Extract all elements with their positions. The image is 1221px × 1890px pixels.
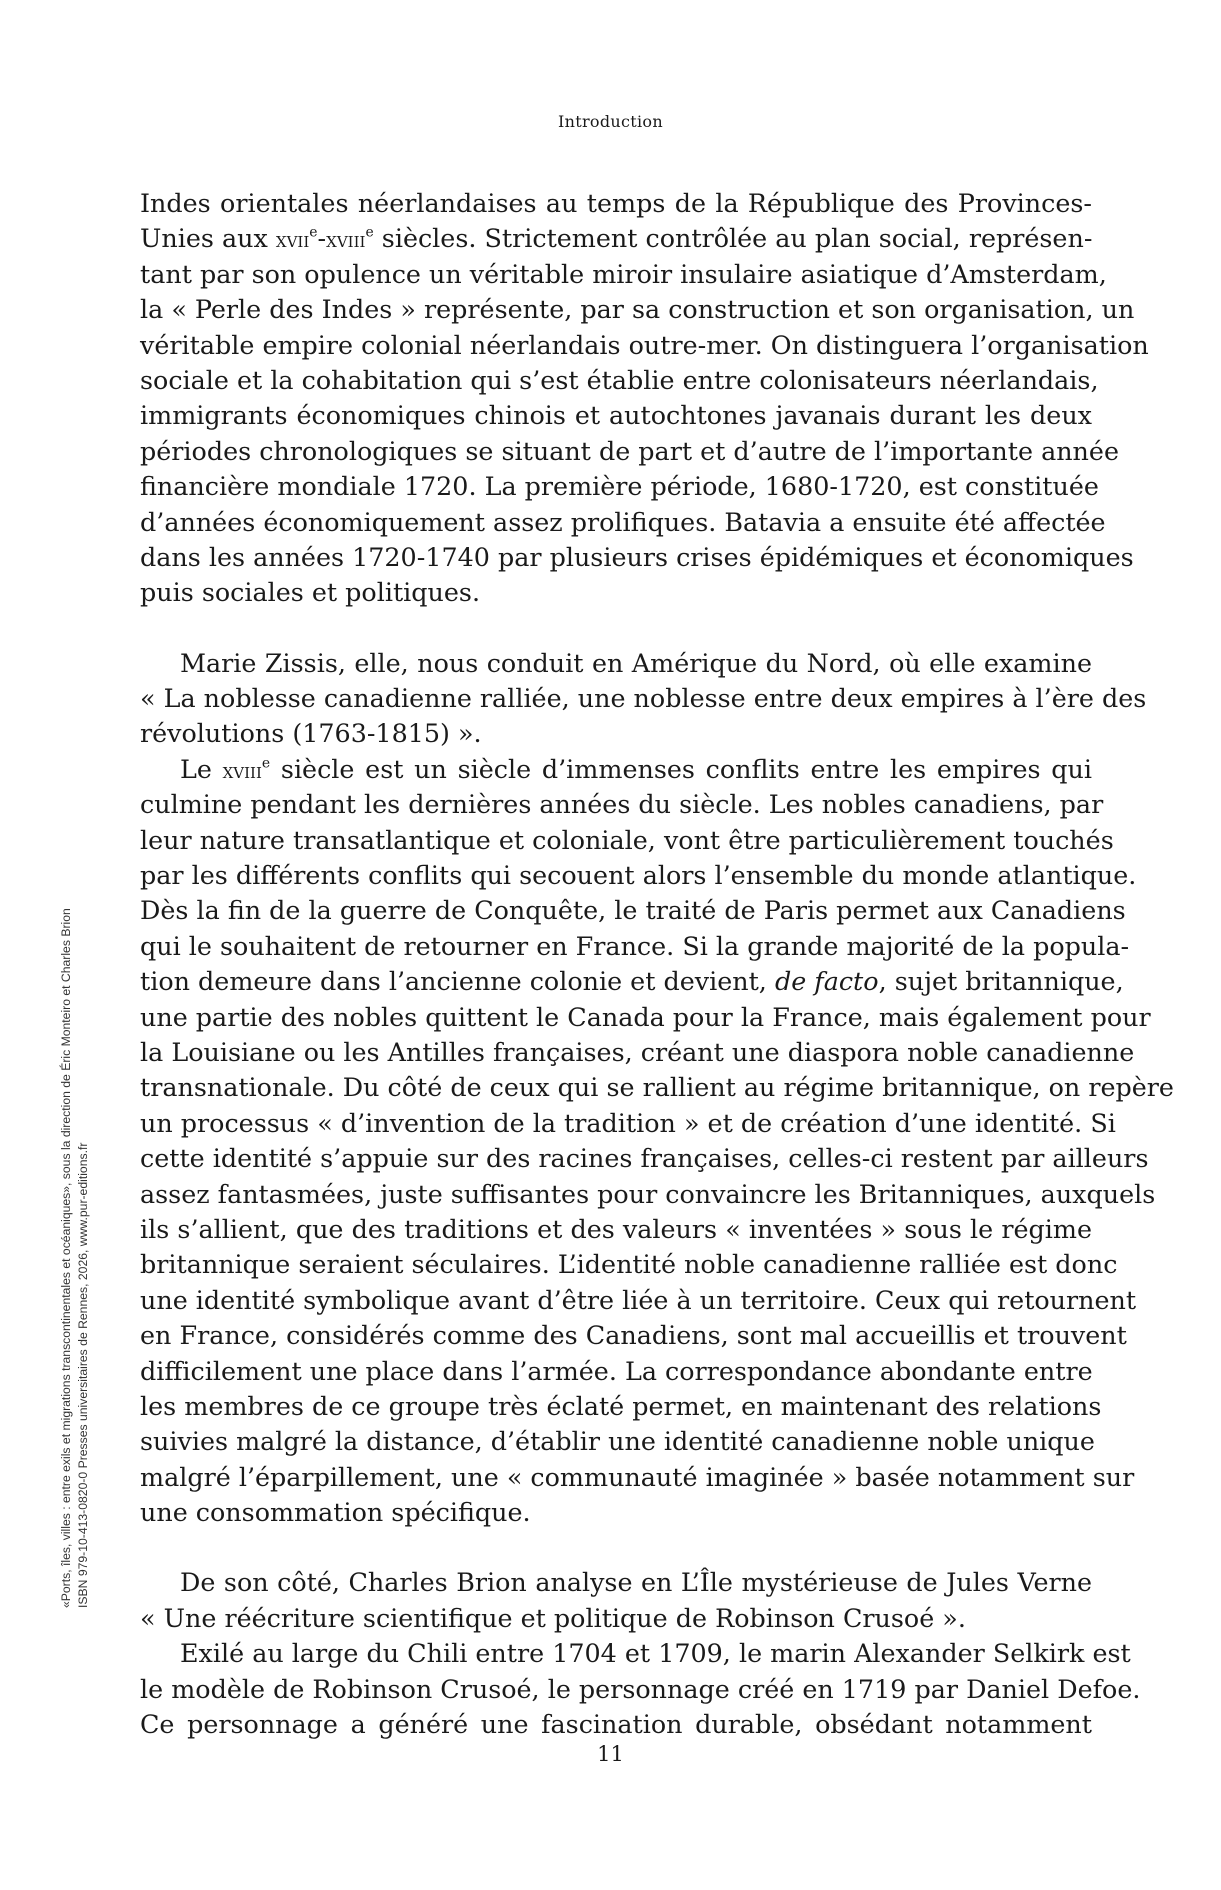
side-note-line: «Ports, îles, villes : entre exils et migrations transcontinentales et océaniques», sous la direction de Éric Monteiro et Charles Brion	[59, 908, 73, 1608]
text-line: Exilé au large du Chili entre 1704 et 1709, le marin Alexander Selkirk est	[180, 1638, 1131, 1669]
text-line: révolutions (1763-1815) ».	[140, 718, 482, 749]
text-line: le modèle de Robinson Crusoé, le personnage créé en 1719 par Daniel Defoe.	[140, 1673, 1141, 1704]
text-line: une partie des nobles quittent le Canada pour la France, mais également pour	[140, 1001, 1151, 1032]
text-line: en France, considérés comme des Canadiens, sont mal accueillis et trouvent	[140, 1320, 1127, 1351]
text-line: une consommation spécifique.	[140, 1497, 531, 1528]
text-line: qui le souhaitent de retourner en France. Si la grande majorité de la popula-	[140, 930, 1130, 961]
text-line: « La noblesse canadienne ralliée, une noblesse entre deux empires à l’ère des	[140, 683, 1147, 714]
text-line: leur nature transatlantique et coloniale, vont être particulièrement touchés	[140, 824, 1114, 855]
paragraph-gap	[140, 611, 1092, 646]
text-line: culmine pendant les dernières années du siècle. Les nobles canadiens, par	[140, 789, 1104, 820]
text-line: un processus « d’invention de la tradition » et de création d’une identité. Si	[140, 1107, 1116, 1138]
text-line: Dès la fin de la guerre de Conquête, le traité de Paris permet aux Canadiens	[140, 895, 1126, 926]
text-line: suivies malgré la distance, d’établir une identité canadienne noble unique	[140, 1426, 1095, 1457]
text-line: la « Perle des Indes » représente, par sa construction et son organisation, un	[140, 294, 1135, 325]
text-line: d’années économiquement assez prolifiques. Batavia a ensuite été affectée	[140, 506, 1106, 537]
text-line: par les différents conflits qui secouent alors l’ensemble du monde atlantique.	[140, 860, 1137, 891]
side-note-line: ISBN 979-10-413-0820-0 Presses universitaires de Rennes, 2026, www.pur-editions.fr	[76, 1142, 90, 1608]
italic-term: de facto	[774, 966, 879, 997]
text-line: cette identité s’appuie sur des racines françaises, celles-ci restent par ailleurs	[140, 1143, 1149, 1174]
text-line: Unies aux xvii$^e$-xviii$^e$ siècles. Strictement contrôlée au plan social, représen-	[140, 223, 1093, 254]
running-head: Introduction	[558, 112, 663, 131]
text-line: De son côté, Charles Brion analyse en L’Île mystérieuse de Jules Verne	[180, 1567, 1092, 1598]
text-line: la Louisiane ou les Antilles françaises, créant une diaspora noble canadienne	[140, 1036, 1135, 1067]
text-line: dans les années 1720-1740 par plusieurs crises épidémiques et économiques	[140, 541, 1134, 572]
text-line: britannique seraient séculaires. L’identité noble canadienne ralliée est donc	[140, 1249, 1118, 1280]
body-text	[140, 186, 1174, 1742]
text-line: une identité symbolique avant d’être liée à un territoire. Ceux qui retournent	[140, 1284, 1137, 1315]
text-line: Ce personnage a généré une fascination durable, obsédant notamment	[140, 1709, 1092, 1740]
paragraph-gap	[140, 1530, 1092, 1565]
copyright-side-note	[58, 908, 92, 1608]
text-line: financière mondiale 1720. La première période, 1680-1720, est constituée	[140, 471, 1099, 502]
text-line: malgré l’éparpillement, une « communauté imaginée » basée notamment sur	[140, 1461, 1135, 1492]
text-line: « Une réécriture scientifique et politique de Robinson Crusoé ».	[140, 1602, 966, 1633]
text-line: véritable empire colonial néerlandais outre-mer. On distinguera l’organisation	[140, 329, 1149, 360]
text-line: tion demeure dans l’ancienne colonie et devient, de facto, sujet britannique,	[140, 966, 1124, 997]
text-line: assez fantasmées, juste suffisantes pour convaincre les Britanniques, auxquels	[140, 1178, 1156, 1209]
page-number: 11	[597, 1742, 624, 1766]
text-line: ils s’allient, que des traditions et des valeurs « inventées » sous le régime	[140, 1213, 1092, 1244]
text-line: immigrants économiques chinois et autochtones javanais durant les deux	[140, 400, 1092, 431]
text-line: transnationale. Du côté de ceux qui se rallient au régime britannique, on repère	[140, 1072, 1174, 1103]
text-line: sociale et la cohabitation qui s’est établie entre colonisateurs néerlandais,	[140, 364, 1099, 395]
text-line: Marie Zissis, elle, nous conduit en Amérique du Nord, où elle examine	[180, 647, 1092, 678]
text-line: Indes orientales néerlandaises au temps de la République des Provinces-	[140, 188, 1092, 218]
text-line: les membres de ce groupe très éclaté permet, en maintenant des relations	[140, 1390, 1102, 1421]
text-line: périodes chronologiques se situant de part et d’autre de l’importante année	[140, 435, 1119, 466]
text-line: tant par son opulence un véritable miroir insulaire asiatique d’Amsterdam,	[140, 258, 1107, 289]
text-line: Le xviii$^e$ siècle est un siècle d’immenses conflits entre les empires qui	[180, 753, 1092, 784]
text-line: puis sociales et politiques.	[140, 577, 481, 608]
text-line: difficilement une place dans l’armée. La correspondance abondante entre	[140, 1355, 1093, 1386]
